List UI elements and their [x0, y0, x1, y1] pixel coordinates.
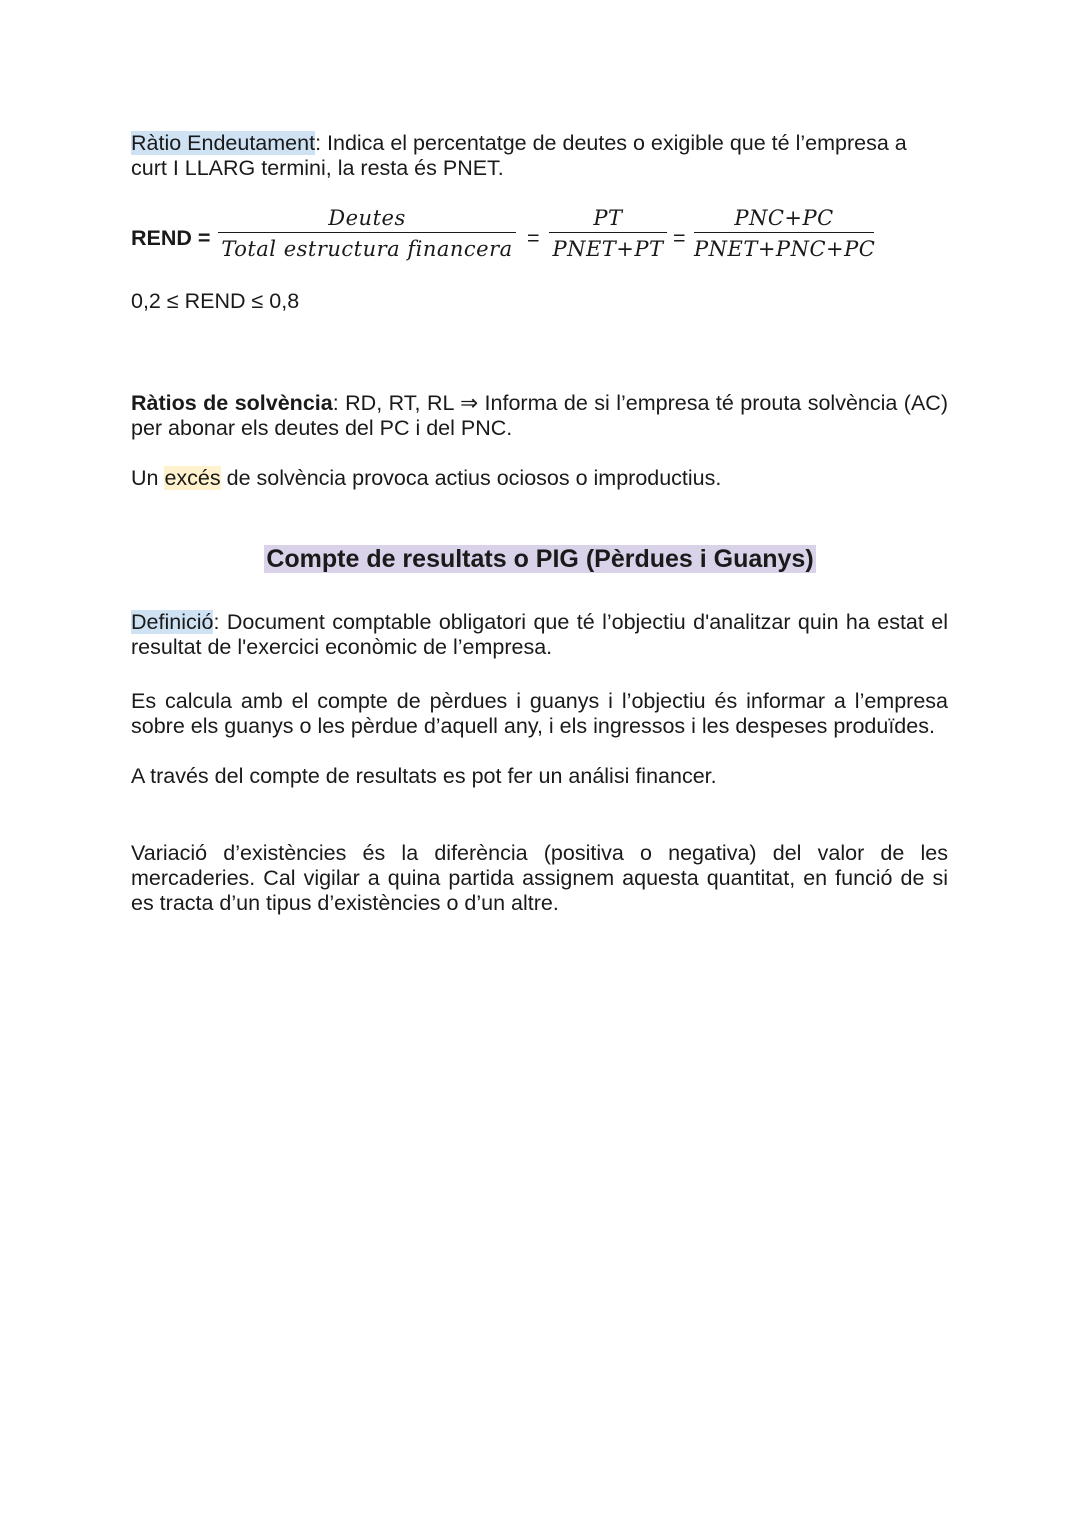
fraction-deutes-denominator: Total estructura financera: [221, 237, 513, 261]
fraction-pt-denominator: PNET+PT: [552, 237, 664, 261]
fraction-pt-numerator: PT: [549, 204, 667, 233]
definicio-term: Definició: [131, 610, 214, 634]
exces-highlight: excés: [164, 466, 221, 490]
exces-after: de solvència provoca actius ociosos o improductius.: [220, 466, 722, 490]
calcula-paragraph: Es calcula amb el compte de pèrdues i guanys i l’objectiu és informar a l’empresa sobre els guanys o les pèrdue d’aquell any, i els ingressos i les despeses produïdes.: [131, 689, 948, 738]
formula-label: REND =: [131, 226, 211, 250]
fraction-pnc-pc-denominator: PNET+PNC+PC: [694, 237, 876, 261]
exces-before: Un: [131, 466, 165, 490]
formula-equals-1: =: [527, 226, 540, 250]
analisi-paragraph: A través del compte de resultats es pot fer un análisi financer.: [131, 764, 717, 788]
fraction-deutes: [218, 204, 516, 263]
exces-paragraph: [131, 466, 948, 491]
rend-range: 0,2 ≤ REND ≤ 0,8: [131, 289, 300, 313]
section-heading: [0, 543, 1080, 575]
ratios-solvencia-paragraph: [131, 391, 948, 441]
definicio-text: : Document comptable obligatori que té l’objectiu d'analitzar quin ha estat el resultat de l'exercici econòmic de l’empresa.: [131, 610, 948, 659]
ratio-endeutament-paragraph: [131, 131, 948, 181]
rend-formula: [131, 204, 891, 268]
ratios-solvencia-term: Ràtios de solvència: [131, 391, 333, 415]
fraction-deutes-numerator: Deutes: [218, 204, 516, 233]
ratio-endeutament-text: : Indica el percentatge de deutes o exigible que té l’empresa a curt I LLARG termini, la resta és PNET.: [131, 131, 907, 180]
section-heading-text: Compte de resultats o PIG (Pèrdues i Guanys): [266, 545, 814, 573]
ratio-endeutament-term: Ràtio Endeutament: [131, 131, 316, 155]
fraction-pnc-pc: [694, 204, 874, 263]
definicio-paragraph: [131, 610, 948, 660]
formula-equals-2: =: [673, 226, 686, 250]
variacio-paragraph: Variació d’existències és la diferència (positiva o negativa) del valor de les mercaderies. Cal vigilar a quina partida assignem aquesta quantitat, en funció de si es tracta d’un tipus d’existències o d’un altre.: [131, 841, 948, 915]
ratios-solvencia-text: : RD, RT, RL ⇒ Informa de si l’empresa té prouta solvència (AC) per abonar els deutes del PC i del PNC.: [131, 391, 948, 440]
fraction-pt: [549, 204, 667, 263]
fraction-pnc-pc-numerator: PNC+PC: [694, 204, 874, 233]
